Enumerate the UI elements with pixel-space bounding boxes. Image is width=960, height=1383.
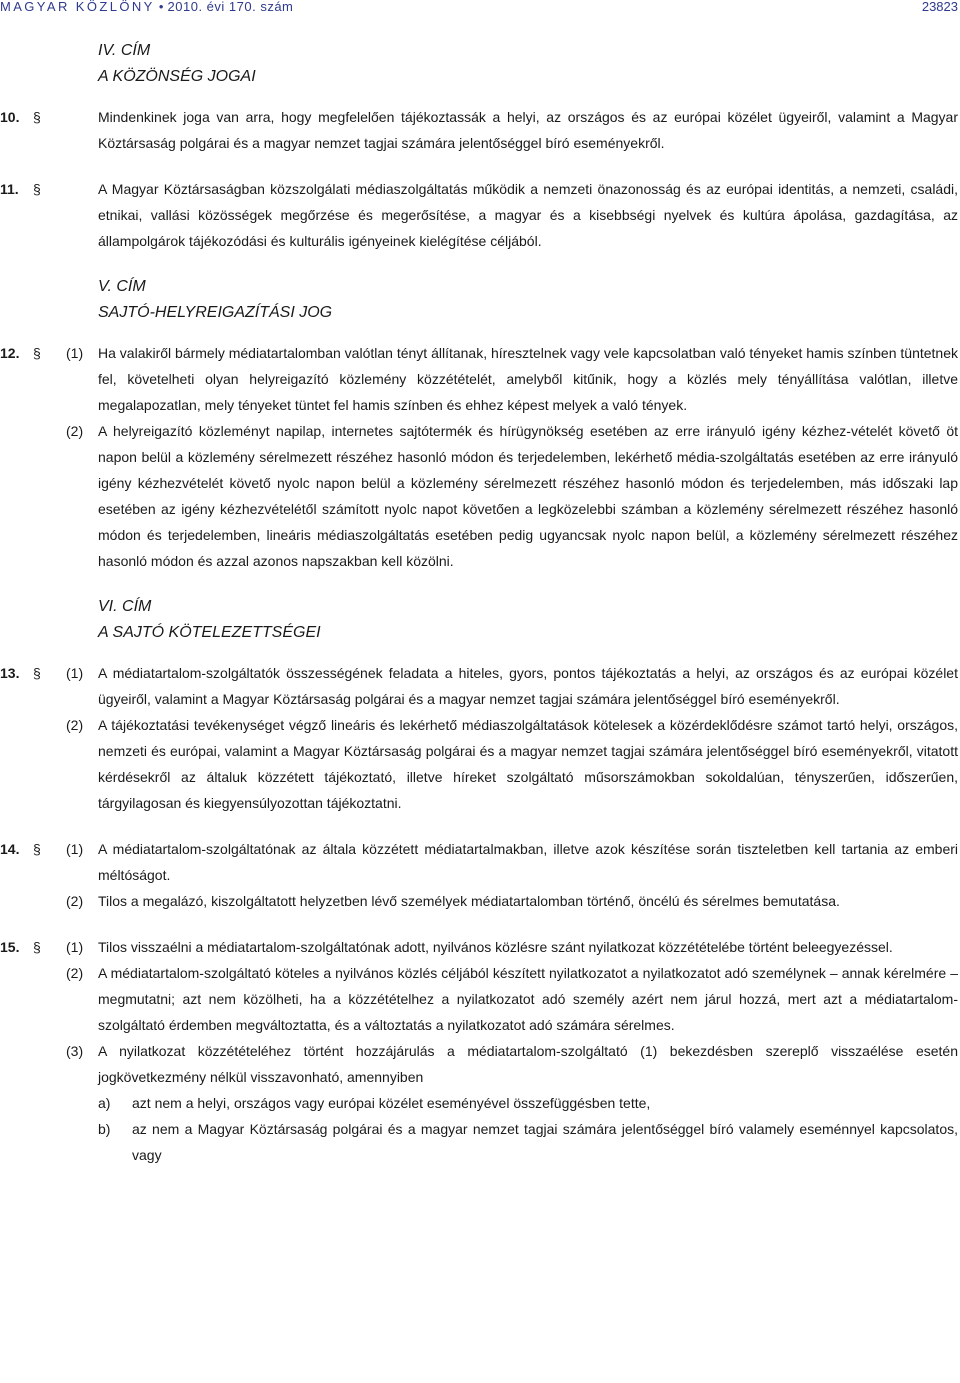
list-item-b bbox=[0, 1116, 960, 1168]
section-13 bbox=[0, 660, 960, 816]
title-number: IV. CÍM bbox=[98, 42, 151, 59]
subsection-text: A tájékoztatási tevékenységet végző lineáris és lekérhető médiaszolgáltatások kötelesek a közérdeklődésre számot tartó helyi, országos, nemzeti és európai, valamint a Magyar Köztársaság polgárai és a magyar nemzet tagjai számára jelentőséggel bíró eseményekről, vitatott kérdésekről az általuk közzétett tájékoztató, illetve híreket szolgáltató műsorszámokban sokoldalúan, tényszerűen, időszerűen, tárgyilagosan és kiegyensúlyozottan tájékoztatni. bbox=[98, 717, 958, 811]
subsection-label: (3) bbox=[66, 1043, 84, 1059]
section-number: 13. bbox=[0, 665, 20, 681]
item-text: azt nem a helyi, országos vagy európai közélet eseményével összefüggésben tette, bbox=[132, 1095, 651, 1111]
section-14 bbox=[0, 836, 960, 914]
section-text bbox=[0, 176, 960, 254]
subsection-1 bbox=[0, 660, 960, 712]
section-text bbox=[0, 104, 960, 156]
subsection-1 bbox=[0, 836, 960, 888]
section-number: 12. bbox=[0, 345, 20, 361]
subsection-2 bbox=[0, 960, 960, 1038]
subsection-label: (1) bbox=[66, 841, 84, 857]
item-label: a) bbox=[98, 1095, 111, 1111]
title-name: A KÖZÖNSÉG JOGAI bbox=[98, 68, 256, 85]
subsection-text: A médiatartalom-szolgáltató köteles a nyilvános közlés céljából készített nyilatkozatot a nyilatkozatot adó személynek – annak kérelmére – megmutatni; azt nem közölheti, ha a közzétételhez a nyilatkozatot adó személy azért nem járul hozzá, mert azt a médiatartalom-szolgáltató érdemben megváltoztatta, és a változtatás a nyilatkozatot adó számára sérelmes. bbox=[98, 965, 958, 1033]
running-header bbox=[0, 0, 960, 14]
section-number: 11. bbox=[0, 181, 19, 197]
paragraph-text: Mindenkinek joga van arra, hogy megfelelően tájékoztassák a helyi, az országos és az európai közélet ügyeiről, valamint a Magyar Köztársaság polgárai és a magyar nemzet tagjai számára jelentőséggel bíró eseményekről. bbox=[98, 109, 958, 151]
section-15 bbox=[0, 934, 960, 1168]
subsection-label: (2) bbox=[66, 965, 84, 981]
subsection-text: Tilos visszaélni a médiatartalom-szolgáltatónak adott, nyilvános közlésre szánt nyilatkozat közzétételébe történt beleegyezéssel. bbox=[98, 939, 893, 955]
title-number: VI. CÍM bbox=[98, 598, 152, 615]
section-number: 14. bbox=[0, 841, 20, 857]
item-text: az nem a Magyar Köztársaság polgárai és a magyar nemzet tagjai számára jelentőséggel bíró valamely eseménnyel kapcsolatos, vagy bbox=[132, 1121, 958, 1163]
issue-info: 2010. évi 170. szám bbox=[167, 0, 294, 14]
subsection-3 bbox=[0, 1038, 960, 1090]
paragraph-sign: § bbox=[33, 665, 41, 681]
section-10 bbox=[0, 104, 960, 156]
item-label: b) bbox=[98, 1121, 111, 1137]
header-publication-line bbox=[0, 0, 293, 14]
page-number: 23823 bbox=[921, 0, 958, 14]
subsection-1 bbox=[0, 934, 960, 960]
paragraph-sign: § bbox=[33, 939, 41, 955]
title-name: A SAJTÓ KÖTELEZETTSÉGEI bbox=[98, 624, 321, 641]
subsection-text: A médiatartalom-szolgáltatónak az általa közzétett médiatartalmakban, illetve azok készítése során tiszteletben kell tartania az emberi méltóságot. bbox=[98, 841, 958, 883]
subsection-label: (2) bbox=[66, 423, 84, 439]
subsection-1 bbox=[0, 340, 960, 418]
title-number: V. CÍM bbox=[98, 278, 146, 295]
section-number: 10. bbox=[0, 109, 20, 125]
section-12 bbox=[0, 340, 960, 574]
page-body bbox=[0, 38, 960, 1168]
title-name: SAJTÓ-HELYREIGAZÍTÁSI JOG bbox=[98, 304, 333, 321]
subsection-label: (2) bbox=[66, 717, 84, 733]
paragraph-sign: § bbox=[33, 345, 41, 361]
title-vi bbox=[0, 594, 960, 646]
subsection-text: A nyilatkozat közzétételéhez történt hozzájárulás a médiatartalom-szolgáltató (1) bekezdésben szereplő visszaélése esetén jogkövetkezmény nélkül visszavonható, amennyiben bbox=[98, 1043, 958, 1085]
subsection-label: (1) bbox=[66, 665, 84, 681]
title-iv bbox=[0, 38, 960, 90]
subsection-text: Ha valakiről bármely médiatartalomban valótlan tényt állítanak, híresztelnek vagy vele kapcsolatban való tényeket hamis színben tüntetnek fel, követelheti olyan helyreigazító közlemény közzétételét, amelyből kitűnik, hogy a közlés mely tényállítása valótlan, illetve megalapozatlan, mely tényeket tüntet fel hamis színben és ehhez képest melyek a való tények. bbox=[98, 345, 958, 413]
paragraph-sign: § bbox=[33, 109, 41, 125]
paragraph-sign: § bbox=[33, 181, 41, 197]
subsection-text: A médiatartalom-szolgáltatók összességének feladata a hiteles, gyors, pontos tájékoztatás a helyi, az országos és az európai közélet ügyeiről, valamint a Magyar Köztársaság polgárai és a magyar nemzet tagjai számára jelentőséggel bíró eseményekről. bbox=[98, 665, 958, 707]
paragraph-text: A Magyar Köztársaságban közszolgálati médiaszolgáltatás működik a nemzeti önazonosság és az európai identitás, a nemzeti, családi, etnikai, vallási közösségek megőrzése és megerősítése, a magyar és a kisebbségi nyelvek és kultúra ápolása, gazdagítása, az állampolgárok tájékozódási és kulturális igényeinek kielégítése céljából. bbox=[98, 181, 958, 249]
subsection-label: (2) bbox=[66, 893, 84, 909]
paragraph-sign: § bbox=[33, 841, 41, 857]
subsection-2 bbox=[0, 712, 960, 816]
subsection-text: A helyreigazító közleményt napilap, internetes sajtótermék és hírügynökség esetében az erre irányuló igény kézhez-vételét követő öt napon belül a közlemény sérelmezett részéhez hasonló módon és terjedelemben, lekérhető média-szolgáltatás esetében az erre irányuló igény kézhezvételét követő nyolc napon belül a közlemény sérelmezett részéhez hasonló módon és terjedelemben, más időszaki lap esetében az igény kézhezvételétől számított nyolc napot követően a legközelebbi számban a közlemény sérelmezett részéhez hasonló módon és terjedelemben, lineáris médiaszolgáltatás esetében pedig ugyancsak nyolc napon belül, a közlemény sérelmezett részéhez hasonló módon és azzal azonos napszakban kell közölni. bbox=[98, 423, 958, 569]
subsection-2 bbox=[0, 418, 960, 574]
subsection-2 bbox=[0, 888, 960, 914]
list-item-a bbox=[0, 1090, 960, 1116]
subsection-text: Tilos a megalázó, kiszolgáltatott helyzetben lévő személyek médiatartalomban történő, öncélú és sérelmes bemutatása. bbox=[98, 893, 840, 909]
subsection-label: (1) bbox=[66, 939, 84, 955]
section-number: 15. bbox=[0, 939, 20, 955]
title-v bbox=[0, 274, 960, 326]
subsection-label: (1) bbox=[66, 345, 84, 361]
publication-name: MAGYAR KÖZLÖNY bbox=[0, 0, 155, 14]
section-11 bbox=[0, 176, 960, 254]
bullet-separator: • bbox=[158, 0, 164, 14]
